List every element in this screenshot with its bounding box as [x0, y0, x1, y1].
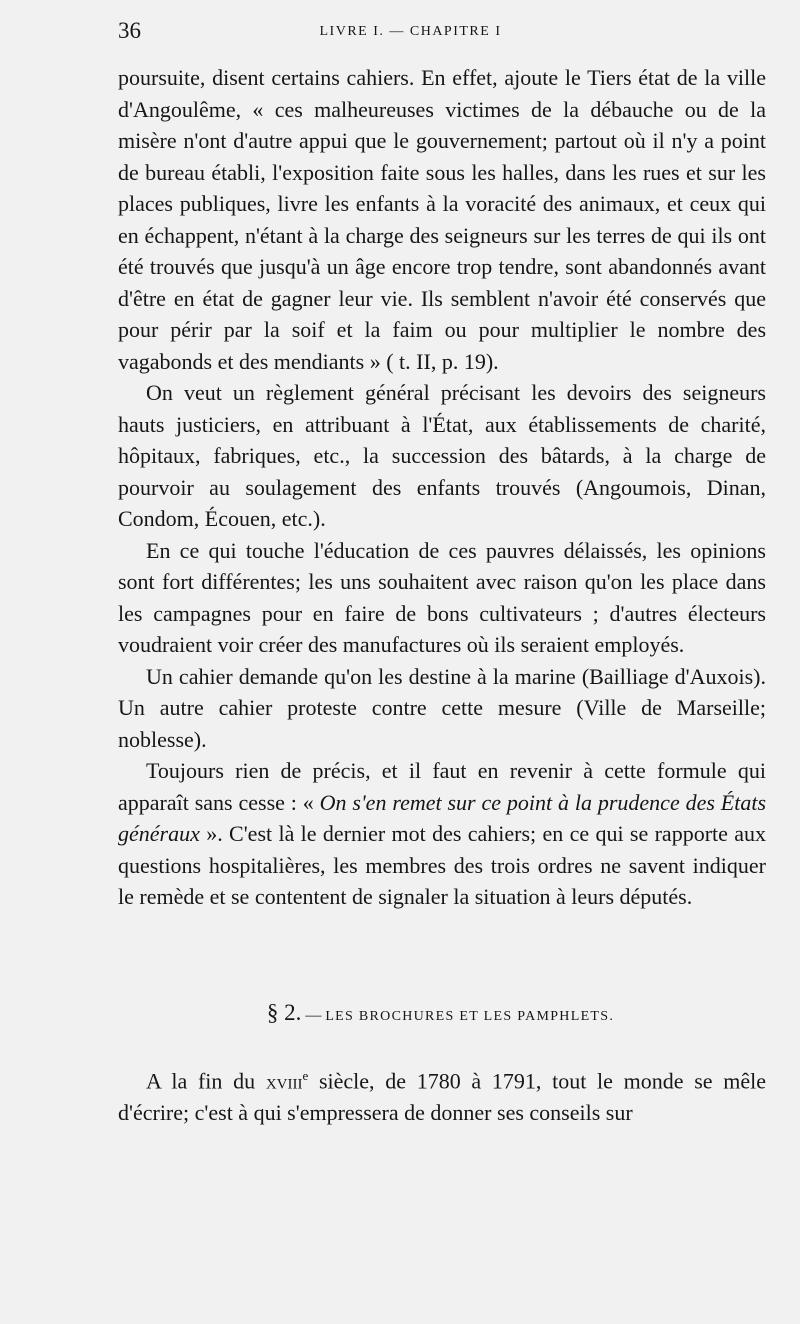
body-text: [118, 62, 766, 913]
paragraph-text: En ce qui touche l'éducation de ces pauvres délaissés, les opinions sont fort différentes; les uns souhaitent avec raison qu'on les place dans les campagnes pour en faire de bons cultivateurs ; d'autres électeurs voudraient voir créer des manufactures où ils seraient employés.: [118, 537, 766, 657]
section-text: [118, 1060, 766, 1128]
paragraph-text: siècle, de 1780 à 1791, tout le monde se mêle d'écrire; c'est à qui s'empressera de donner ses conseils sur: [118, 1068, 766, 1125]
paragraph-text: On veut un règlement général précisant les devoirs des seigneurs hauts justiciers, en attribuant à l'État, aux établissements de charité, hôpitaux, fabriques, etc., la succession des bâtards, à la charge de pourvoir au soulagement des enfants trouvés (Angoumois, Dinan, Condom, Écouen, etc.).: [118, 380, 766, 531]
paragraph-text: Un cahier demande qu'on les destine à la marine (Bailliage d'Auxois). Un autre cahier proteste contre cette mesure (Ville de Marseille; noblesse).: [118, 663, 766, 752]
section-heading: [118, 1000, 763, 1026]
century-superscript: e: [302, 1068, 309, 1083]
paragraph: [118, 755, 766, 913]
paragraph: [118, 1060, 766, 1128]
paragraph-text: Toujours rien de précis, et il faut en revenir à cette formule qui apparaît sans cesse : «: [118, 758, 766, 815]
paragraph-text: A la fin du: [146, 1068, 266, 1094]
section-number: § 2.: [266, 1000, 302, 1025]
page-number: 36: [118, 18, 141, 43]
running-head: [118, 18, 763, 48]
running-title: LIVRE I. — CHAPITRE I: [319, 24, 502, 39]
century-numeral: xviii: [265, 1068, 303, 1094]
paragraph: [118, 377, 766, 535]
paragraph: [118, 535, 766, 661]
paragraph-text: poursuite, disent certains cahiers. En effet, ajoute le Tiers état de la ville d'Angoulême, « ces malheureuses victimes de la débauche ou de la misère n'ont d'autre appui que le gouvernement; partout où il n'y a point de bureau établi, l'exposition faite sous les halles, dans les rues et sur les places publiques, livre les enfants à la voracité des animaux, et ceux qui en échappent, n'étant à la charge des seigneurs sur les terres de qui ils ont été trouvés que jusqu'à un âge encore trop tendre, sont abandonnés avant d'être en état de gagner leur vie. Ils semblent n'avoir été conservés que pour périr par la soif et la faim ou pour multiplier le nombre des vagabonds et des mendiants » ( t. II, p. 19).: [118, 65, 766, 374]
section-title: LES BROCHURES ET LES PAMPHLETS.: [325, 1009, 615, 1024]
paragraph: [118, 62, 766, 377]
italic-quotation: On s'en remet sur ce point à la prudence des États généraux: [118, 789, 767, 846]
paragraph-text: ». C'est là le dernier mot des cahiers; en ce qui se rapporte aux questions hospitalières, les membres des trois ordres ne savent indiquer le remède et se contentent de signaler la situation à leurs députés.: [118, 821, 766, 909]
section-dash: —: [305, 1007, 322, 1024]
paragraph: [118, 661, 766, 756]
